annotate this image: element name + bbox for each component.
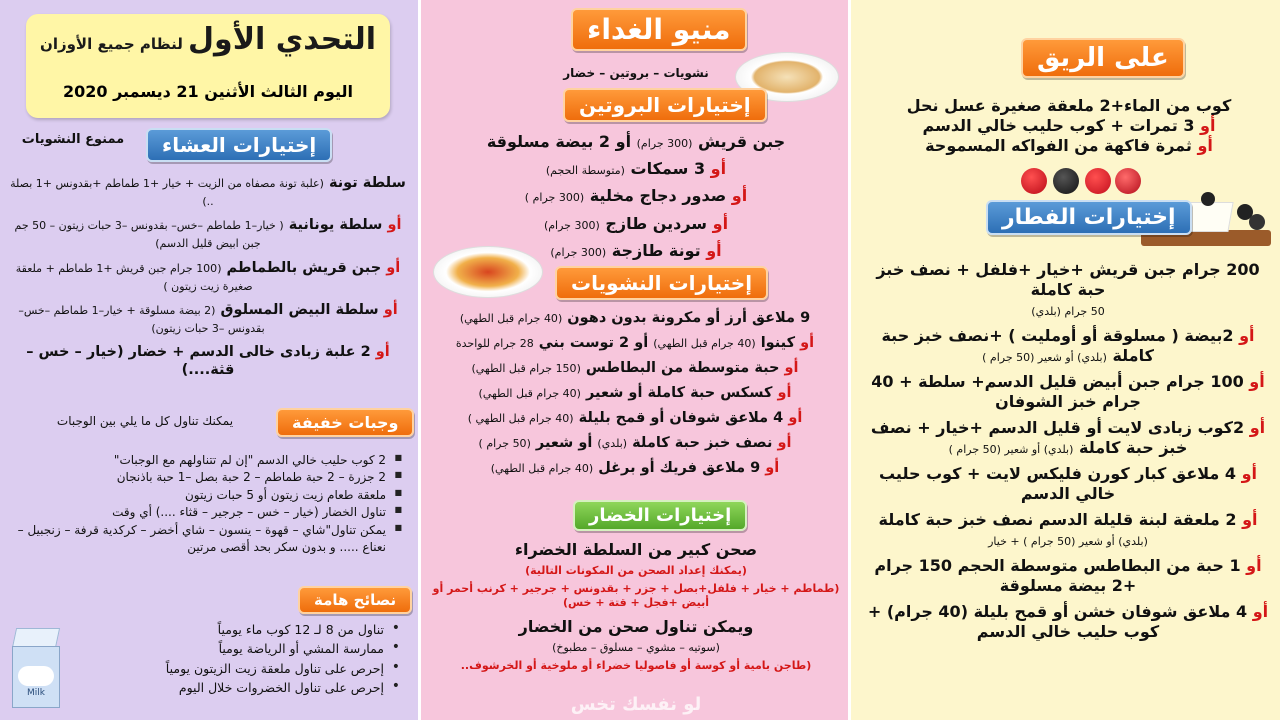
protein-option: أو سردين طازج (300 جرام): [543, 213, 729, 233]
protein-option: أو صدور دجاج مخلية (300 جرام ): [524, 186, 748, 206]
milk-label: Milk: [27, 688, 45, 698]
page-title-suffix: لنظام جميع الأوزان: [40, 35, 183, 53]
snacks-item: ■ تناول الخضار (خيار – خس – جرجير – قثاء ....) أي وقت: [14, 504, 402, 521]
snacks-item: ■ ملعقة طعام زيت زيتون أو 5 حبات زيتون: [14, 487, 402, 504]
breakfast-option-1: 200 جرام جبن قريش +خيار +فلفل + نصف خبز حبة كاملة 50 جرام (بلدي): [876, 260, 1260, 318]
breakfast-option-5: أو 4 ملاعق كبار كورن فليكس لايت + كوب حليب خالي الدسم: [878, 464, 1258, 503]
snacks-banner: وجبات خفيفة: [276, 408, 414, 437]
fasting-line: كوب من الماء+2 ملعقة صغيرة عسل نحل: [906, 96, 1232, 115]
veg-title: صحن كبير من السلطة الخضراء: [514, 540, 758, 559]
breakfast-option-8: أو 4 ملاعق شوفان خشن أو قمح بليلة (40 جرام) + كوب حليب خالي الدسم: [867, 602, 1269, 641]
protein-option: جبن قريش (300 جرام) أو 2 بيضة مسلوقة: [486, 132, 786, 151]
dinner-options: [6, 174, 410, 379]
tips-item: • إحرص على تناول ملعقة زيت الزيتون يومياً: [80, 659, 400, 678]
lunch-subtitle: نشويات – بروتين – خضار: [563, 66, 709, 80]
breakfast-option-6: أو 2 ملعقة لبنة قليلة الدسم نصف خبز حبة كاملة (بلدي) أو شعير (50 جرام ) + خيار: [878, 510, 1258, 548]
veg-items: (طماطم + خيار + فلفل+بصل + جزر + بقدونس + جرجير + كرنب أحمر أو أبيض +فجل + قتة + خس): [432, 581, 840, 609]
breakfast-option-7: أو 1 حبة من البطاطس متوسطة الحجم 150 جرام +2 بيضة مسلوقة: [874, 556, 1262, 595]
carbs-option: أو كسكس حبة كاملة أو شعير (40 جرام قبل الطهي): [478, 384, 792, 401]
carbs-banner: إختيارات النشويات: [555, 266, 768, 300]
snacks-list: [14, 452, 402, 556]
veg-banner: إختيارات الخضار: [573, 500, 747, 531]
no-carbs-label: ممنوع النشويات: [21, 132, 125, 147]
fasting-options: [871, 96, 1267, 156]
protein-banner: إختيارات البروتين: [563, 88, 767, 122]
page-date: اليوم الثالث الأثنين 21 ديسمبر 2020: [63, 82, 353, 101]
protein-options: [461, 128, 811, 264]
carbs-option: أو 9 ملاعق فريك أو برغل (40 جرام قبل الطهي): [490, 459, 780, 476]
protein-option: أو تونة طازجة (300 جرام): [550, 240, 722, 260]
page-title: التحدي الأول: [188, 22, 376, 57]
veg-prep: (يمكنك إعداد الصحن من المكونات التالية): [525, 564, 747, 577]
lunch-panel: [418, 0, 848, 720]
carbs-option: أو نصف خبز حبة كاملة (بلدي) أو شعير (50 جرام ): [478, 434, 792, 451]
milk-carton-image: [10, 628, 62, 708]
carbs-option: أو 4 ملاعق شوفان أو قمح بليلة (40 جرام قبل الطهي ): [467, 409, 803, 426]
dinner-option: سلطة تونة (علبة تونة مصفاه من الزيت + خيار +1 طماطم +بقدونس +1 بصلة ..): [10, 175, 406, 209]
tips-item: • تناول من 8 لـ 12 كوب ماء يومياً: [80, 620, 400, 639]
dinner-option: أو 2 علبة زبادى خالى الدسم + خضار (خيار – خس – قثة....): [26, 344, 390, 379]
protein-option: أو 3 سمكات (متوسطة الحجم): [545, 159, 727, 179]
berries-image: [1011, 166, 1141, 196]
snacks-intro: يمكنك تناول كل ما يلي بين الوجبات: [56, 414, 234, 428]
breakfast-options: [863, 260, 1273, 642]
dinner-option: أو سلطة يونانية ( خيار–1 طماطم –خس– بقدونس –3 حبات زيتون – 50 جم جبن ابيض قليل الدسم): [14, 217, 402, 251]
fasting-line: أو 3 تمرات + كوب حليب خالي الدسم: [922, 116, 1216, 135]
tips-banner: نصائح هامة: [298, 586, 412, 614]
watermark: لو نفسك تخس: [570, 694, 702, 715]
breakfast-option-3: أو 100 جرام جبن أبيض قليل الدسم+ سلطة + 40 جرام خبز الشوفان: [871, 372, 1265, 411]
header-title-row: [40, 22, 376, 57]
tips-item: • ممارسة المشي أو الرياضة يومياً: [80, 639, 400, 658]
veg-cooked: ويمكن تناول صحن من الخضار: [518, 617, 754, 637]
carbs-options: [427, 306, 843, 481]
dinner-panel: [0, 0, 418, 720]
carbs-option: أو كينوا (40 جرام قبل الطهي) أو 2 توست بني 28 جرام للواحدة: [455, 334, 815, 351]
fasting-line: أو ثمرة فاكهة من الفواكه المسموحة: [925, 136, 1213, 155]
dinner-option: أو سلطة البيض المسلوق (2 بيضة مسلوقة + خيار–1 طماطم –خس– بقدونس –3 حبات زيتون): [18, 301, 398, 335]
veg-methods: (سوتيه – مشوي – مسلوق – مطبوخ): [552, 641, 720, 655]
carbs-option: 9 ملاعق أرز أو مكرونة بدون دهون (40 جرام قبل الطهي): [459, 310, 811, 326]
breakfast-option-4: أو 2كوب زبادى لايت أو قليل الدسم +خيار + نصف خبز حبة كاملة (بلدي) أو شعير (50 جرام ): [870, 418, 1266, 457]
breakfast-option-2: أو 2بيضة ( مسلوقة أو أومليت ) +نصف خبز حبة كاملة (بلدي) أو شعير (50 جرام ): [881, 326, 1255, 365]
tips-list: [80, 620, 400, 698]
carbs-option: أو حبة متوسطة من البطاطس (150 جرام قبل الطهي): [471, 359, 799, 376]
snacks-item: ■ 2 كوب حليب خالي الدسم "إن لم تتناولهم مع الوجبات": [14, 452, 402, 469]
pasta-plate-image: [433, 246, 543, 298]
breakfast-panel: [848, 0, 1280, 720]
dinner-banner: إختيارات العشاء: [146, 128, 332, 162]
header-card: [26, 14, 390, 118]
tips-item: • إحرص على تناول الخضروات خلال اليوم: [80, 678, 400, 697]
dinner-option: أو جبن قريش بالطماطم (100 جرام جبن قريش +1 طماطم + ملعقة صغيرة زيت زيتون ): [15, 259, 401, 293]
snacks-item: ■ يمكن تناول"شاي – قهوة – ينسون – شاي أخضر – كركدية قرفة – زنجبيل – نعناع ..... و بدون سكر بحد أقصى مرتين: [14, 522, 402, 557]
snacks-item: ■ 2 جزرة – 2 حبة طماطم – 2 حبة بصل –1 حبة باذنجان: [14, 469, 402, 486]
breakfast-banner: إختيارات الفطار: [986, 200, 1192, 235]
veg-examples: (طاجن بامية أو كوسة أو فاصوليا خضراء أو ملوخية أو الخرشوف..: [460, 659, 812, 672]
lunch-banner: منيو الغداء: [571, 8, 747, 51]
veg-options: [431, 540, 841, 673]
fasting-banner: على الريق: [1021, 38, 1185, 78]
